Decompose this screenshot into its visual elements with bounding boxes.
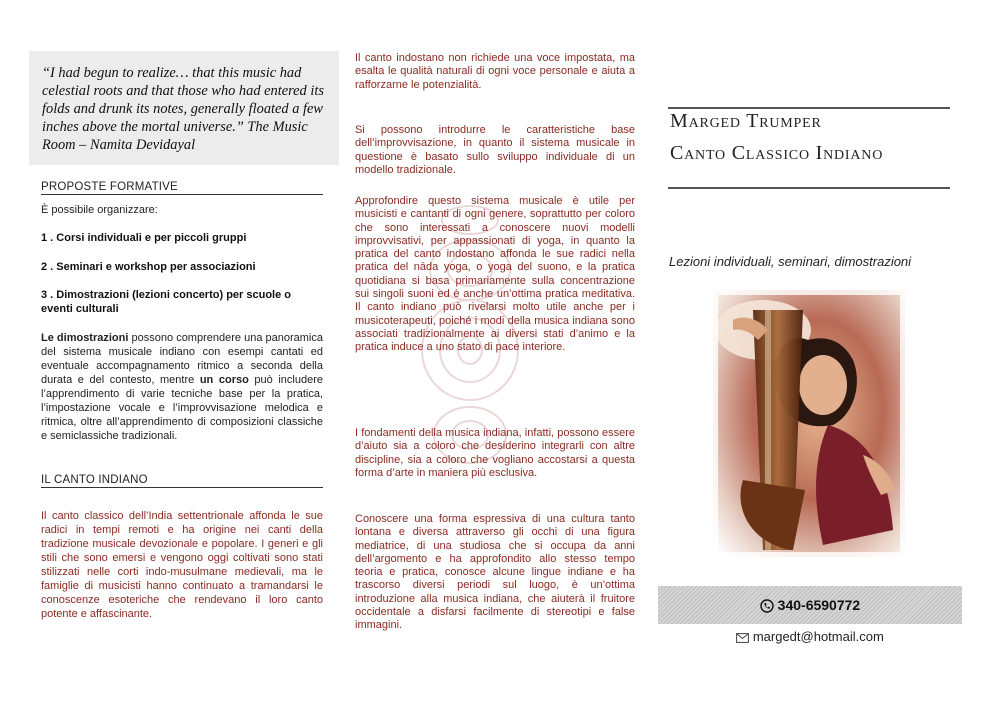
bottom-rule: [668, 187, 950, 189]
proposte-item-2: 2 . Seminari e workshop per associazioni: [41, 261, 256, 273]
email-address[interactable]: margedt@hotmail.com: [752, 629, 884, 644]
envelope-icon: [736, 633, 749, 643]
quote-text: “I had begun to realize… that this music had celestial roots and that those who had entered its folds and drunk its notes, generally floated a few inches above the mortal universe.” The Music Room – Namita Devidayal: [42, 65, 324, 153]
phone-number[interactable]: 340-6590772: [777, 597, 861, 613]
canto-heading: IL CANTO INDIANO: [41, 474, 323, 488]
middle-paragraph-3: Approfondire questo sistema musicale è utile per musicisti e cantanti di ogni genere, soprattutto per coloro che sono interessati a conoscere nuovi modelli improvvisativi, per appassionati di yoga, in quanto la pratica del canto indostano affonda le sue radici nella pratica del nāda yoga, o yoga del suono, e la pratica quotidiana si basa primariamente sulla concentrazione sui singoli suoni ed è anche un’ottima pratica meditativa. Il canto indiano può rivelarsi molto utile anche per i musicoterapeuti, poiché i modi della musica indiana sono associati tradizionalmente ai diversi stati d’animo e la pratica induce a uno stato di pace interiore.: [355, 195, 635, 354]
proposte-intro: È possibile organizzare:: [41, 204, 158, 216]
email-row: [658, 629, 962, 644]
middle-paragraph-1: Il canto indostano non richiede una voce impostata, ma esalta le qualità naturali di ogni voce personale e aiuta a rafforzarne le potenzialità.: [355, 52, 635, 91]
dimostrazioni-text-2: può includere l’apprendimento di varie tecniche base per la pratica, l’impostazione vocale e l’improvvisazione melodica e ritmica, oltre all’apprendimento di composizioni classiche e semiclassiche tradizionali.: [41, 374, 323, 442]
phone-bar: [658, 586, 962, 624]
top-rule: [668, 107, 950, 109]
brand-name: Marged Trumper: [670, 110, 822, 132]
proposte-item-3: 3 . Dimostrazioni (lezioni concerto) per scuole o eventi culturali: [41, 289, 291, 315]
dimostrazioni-text-1: possono comprendere una panoramica del sistema musicale indiano con esempi cantati ed eventuale accompagnamento ritmico a seconda della durata e del contesto, mentre: [41, 332, 323, 386]
phone-icon: [760, 599, 774, 613]
canto-paragraph: Il canto classico dell’India settentrionale affonda le sue radici in tempi remoti e ha origine nei canti della tradizione musicale devozionale e popolare. I generi e gli stili che sono emersi e vengono oggi coltivati sono stati stilizzati nelle corti indo-musulmane medievali, ma le famiglie di musicisti hanno continuato a tramandarsi le conoscenze esoteriche che rendevano il loro canto potente e affascinante.: [41, 510, 323, 620]
phone-number-row: [658, 586, 962, 624]
tagline: Lezioni individuali, seminari, dimostrazioni: [669, 254, 912, 269]
singer-photo: [713, 290, 905, 557]
brand-subtitle: Canto Classico Indiano: [670, 142, 884, 164]
quote-box: [29, 51, 339, 165]
proposte-item-1: 1 . Corsi individuali e per piccoli gruppi: [41, 232, 247, 244]
middle-paragraph-4: I fondamenti della musica indiana, infatti, possono essere d’aiuto sia a coloro che desiderino integrarli con altre discipline, sia a coloro che vogliano accostarsi a questa forma d’arte in maniera più esclusiva.: [355, 427, 635, 479]
middle-paragraph-5: Conoscere una forma espressiva di una cultura tanto lontana e diversa attraverso gli occhi di una figura mediatrice, di una studiosa che si occupa da anni dell’argomento e ha approfondito allo stesso tempo teoria e pratica, conosce alcune lingue indiane e ha trascorso diversi periodi sul luogo, è un’ottima introduzione alla musica indiana, che aiuterà il fruitore occidentale a disfarsi facilmente di stereotipi e false immagini.: [355, 513, 635, 632]
proposte-heading: PROPOSTE FORMATIVE: [41, 181, 323, 195]
corso-bold: un corso: [199, 374, 249, 386]
dimostrazioni-paragraph: [41, 331, 323, 443]
dimostrazioni-bold: Le dimostrazioni: [41, 332, 129, 344]
middle-paragraph-2: Si possono introdurre le caratteristiche base dell’improvvisazione, in quanto il sistema musicale in questione è basato sullo sviluppo individuale di un modello tradizionale.: [355, 124, 635, 176]
